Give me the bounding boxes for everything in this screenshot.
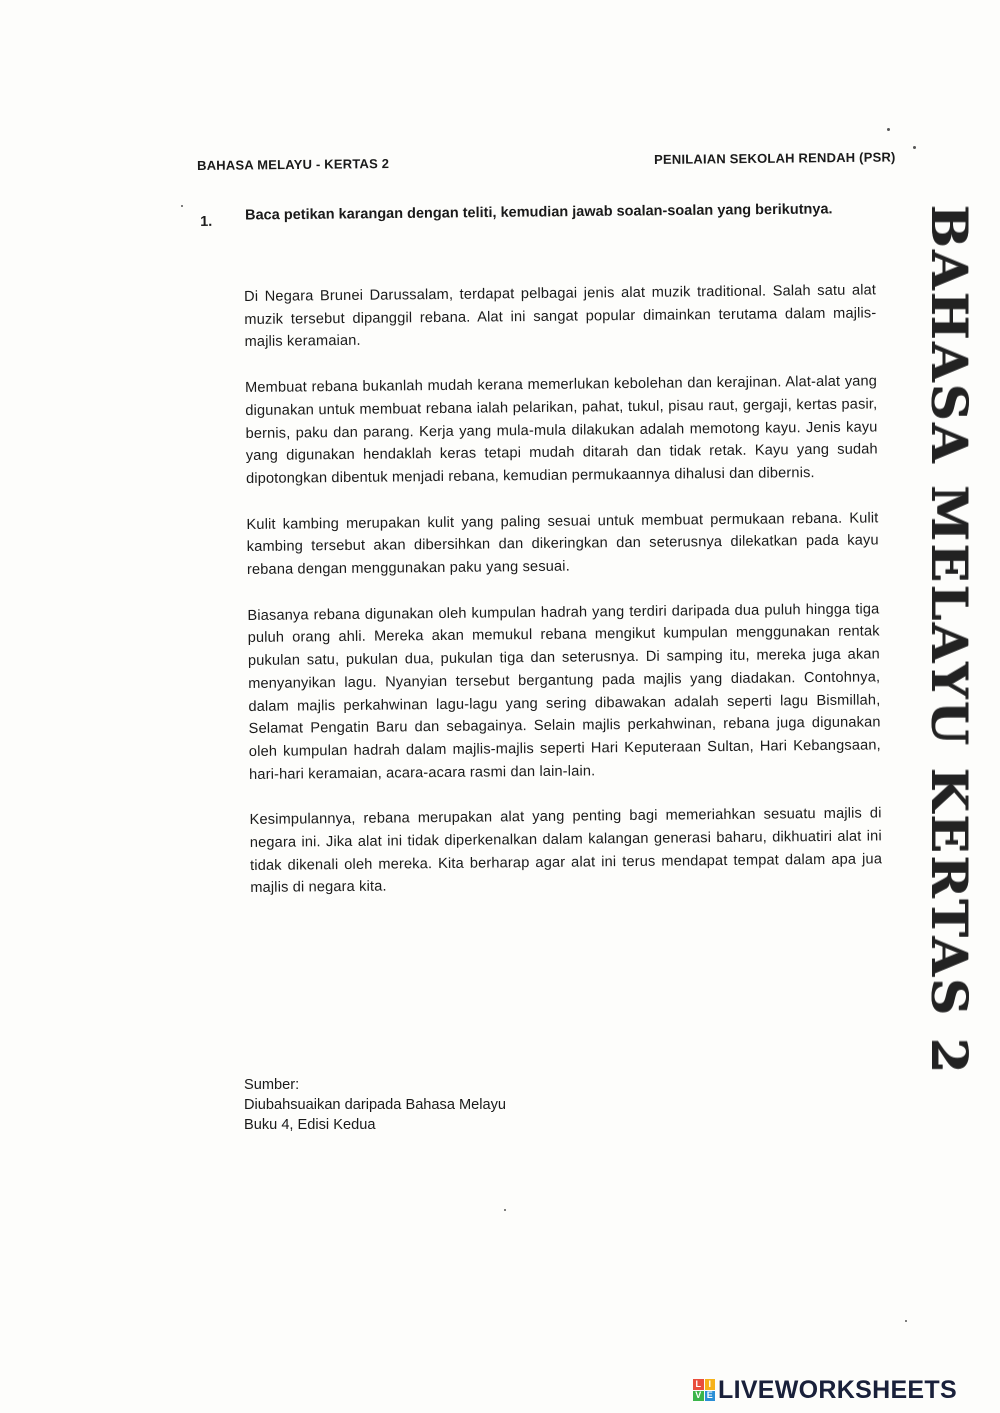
- header-subject: BAHASA MELAYU - KERTAS 2: [197, 155, 390, 173]
- scan-speck: [913, 146, 916, 149]
- passage-paragraph: Biasanya rebana digunakan oleh kumpulan hadrah yang terdiri daripada dua puluh hingga tiga puluh orang ahli. Mereka akan memukul rebana mengikut kumpulan menggunakan rentak pukulan satu, pukulan dua, pukulan tiga dan seterusnya. Di samping itu, mereka juga akan menyanyikan lagu. Nyanyian tersebut bergantung pada majlis yang diadakan. Contohnya, dalam majlis perkahwinan lagu-lagu yang sering dibawakan adalah seperti lagu Bismillah, Selamat Pengatin Baru dan sebagainya. Selain majlis perkahwinan, rebana juga digunakan oleh kumpulan hadrah dalam majlis-majlis seperti Hari Keputeraan Sultan, Hari Kebangsaan, hari-hari keramaian, acara-acara rasmi dan lain-lain.: [247, 601, 881, 783]
- question-number: 1.: [200, 213, 213, 230]
- header-exam-title: PENILAIAN SEKOLAH RENDAH (PSR): [654, 149, 896, 167]
- logo-cell: L: [693, 1379, 704, 1390]
- source-line: Buku 4, Edisi Kedua: [244, 1117, 376, 1133]
- scan-speck: [181, 205, 183, 207]
- logo-cell: E: [705, 1391, 716, 1402]
- passage-paragraph: Kulit kambing merupakan kulit yang paling sesuai untuk membuat permukaan rebana. Kulit kambing tersebut akan dibersihkan dan dikeringkan dan seterusnya dilekatkan pada kayu rebana dengan menggunakan paku yang sesuai.: [246, 509, 879, 579]
- passage-paragraph: Membuat rebana bukanlah mudah kerana memerlukan kebolehan dan kerajinan. Alat-alat yang digunakan untuk membuat rebana ialah pelarikan, pahat, tukul, pisau raut, gergaji, kertas pasir, bernis, paku dan parang. Kerja yang mula-mula dilakukan adalah memotong kayu. Jenis kayu yang digunakan hendaklah keras tetapi mudah ditarah dan tidak retak. Kayu yang sudah dipotongkan dibentuk menjadi rebana, kemudian permukaannya dihalusi dan dibernis.: [244, 373, 878, 487]
- scan-speck: [905, 1320, 907, 1322]
- vertical-title-text: BAHASA MELAYU KERTAS 2: [920, 205, 979, 1076]
- passage: [244, 279, 883, 923]
- logo-cell: I: [705, 1379, 716, 1390]
- source-label: Sumber:: [244, 1077, 300, 1093]
- question-instruction: [200, 199, 870, 230]
- source-citation: [244, 1075, 506, 1135]
- liveworksheets-logo[interactable]: [693, 1377, 957, 1403]
- logo-cell: V: [693, 1391, 704, 1402]
- source-line: Diubahsuaikan daripada Bahasa Melayu: [244, 1097, 507, 1113]
- vertical-side-title: [920, 205, 979, 1295]
- liveworksheets-logo-text: LIVEWORKSHEETS: [718, 1375, 957, 1404]
- scan-speck: [504, 1209, 506, 1211]
- passage-paragraph: Kesimpulannya, rebana merupakan alat yang penting bagi memeriahkan sesuatu majlis di negara ini. Jika alat ini tidak diperkenalkan dalam kalangan generasi baharu, dikhuatiri alat ini tidak dikenali oleh mereka. Kita berharap agar alat ini terus mendapat tempat dalam apa jua majlis di negara kita.: [249, 805, 883, 897]
- scan-speck: [887, 128, 890, 131]
- question-text: Baca petikan karangan dengan teliti, kemudian jawab soalan-soalan yang berikutnya.: [245, 201, 833, 224]
- liveworksheets-logo-icon: [693, 1379, 715, 1401]
- passage-paragraph: Di Negara Brunei Darussalam, terdapat pelbagai jenis alat muzik traditional. Salah satu alat muzik tersebut dipanggil rebana. Alat ini sangat popular dimainkan terutama dalam majlis-majlis keramaian.: [244, 282, 877, 351]
